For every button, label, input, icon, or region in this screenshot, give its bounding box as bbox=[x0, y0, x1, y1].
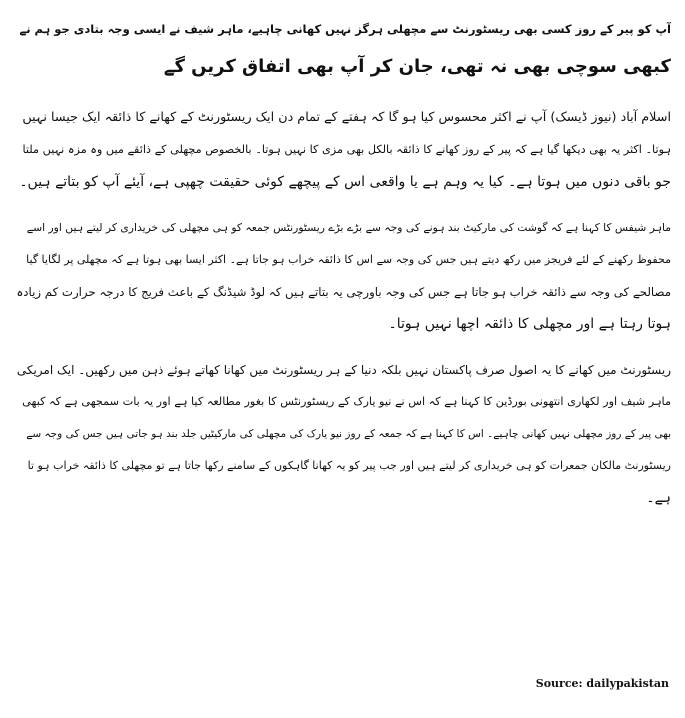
paragraph-line: محفوظ رکھنے کے لئے فریجز میں رکھ دیتے ہیں جس کی وجہ سے اس کا ذائقہ خراب ہو جاتا ہے۔ اکثر ایسا بھی ہوتا ہے کہ مچھلی پر لگایا گیا bbox=[26, 253, 671, 266]
source-credit: Source: dailypakistan bbox=[535, 677, 669, 690]
title-line: آپ کو پیر کے روز کسی بھی ریسٹورنٹ سے مچھلی ہرگز نہیں کھانی چاہیے، ماہر شیف نے ایسی وجہ بتادی جو ہم نے bbox=[19, 22, 671, 36]
article-paragraph-1 bbox=[14, 102, 671, 198]
article-paragraph-2 bbox=[14, 212, 671, 340]
paragraph-line: مصالحے کی وجہ سے ذائقہ خراب ہو جاتا ہے جس کی وجہ باورچی یہ بتاتے ہیں کہ لوڈ شیڈنگ کے باعث فریج کا درجہ حرارت کم زیادہ bbox=[16, 285, 671, 299]
paragraph-line: ماہر شیف اور لکھاری انتھونی بورڈین کا کہنا ہے کہ اس نے نیو یارک کے ریسٹورنٹس کا بغور مطالعہ کیا ہے اور یہ بات سمجھی ہے کہ کبھی bbox=[22, 395, 671, 408]
paragraph-line: ہے۔ bbox=[646, 490, 671, 506]
paragraph-line: ماہر شیفس کا کہنا ہے کہ گوشت کی مارکیٹ بند ہونے کی وجہ سے بڑے بڑے ریسٹورنٹس جمعہ کو ہی مچھلی کی خریداری کر لیتے ہیں اور اسے bbox=[26, 221, 671, 234]
article-title bbox=[14, 10, 671, 86]
title-line: کبھی سوچی بھی نہ تھی، جان کر آپ بھی اتفاق کریں گے bbox=[163, 56, 671, 77]
paragraph-line: بھی پیر کے روز مچھلی نہیں کھانی چاہیے۔ اس کا کہنا ہے کہ جمعہ کے روز نیو یارک کی مچھلی کی مارکیٹیں جلد بند ہو جاتی ہیں جس کی وجہ سے bbox=[26, 428, 671, 440]
paragraph-line: ہوتا۔ اکثر یہ بھی دیکھا گیا ہے کہ پیر کے روز کھانے کا ذائقہ بالکل بھی مزی کا نہیں ہوتا۔ بالخصوص مچھلی کے ذائقے میں وہ مزہ نہیں ملتا bbox=[22, 143, 671, 156]
paragraph-line: ریسٹورنٹ مالکان جمعرات کو ہی خریداری کر لیتے ہیں اور جب پیر کو یہ کھانا گاہکوں کے سامنے رکھا جاتا ہے تو مچھلی کا ذائقہ خراب ہو تا bbox=[27, 459, 671, 472]
article-paragraph-3 bbox=[14, 354, 671, 514]
paragraph-line: جو باقی دنوں میں ہوتا ہے۔ کیا یہ وہم ہے یا واقعی اس کے پیچھے کوئی حقیقت چھپی ہے، آیئے آپ کو بتاتے ہیں۔ bbox=[19, 174, 671, 190]
paragraph-line: ہوتا رہتا ہے اور مچھلی کا ذائقہ اچھا نہیں ہوتا۔ bbox=[388, 316, 671, 332]
paragraph-line: اسلام آباد (نیوز ڈیسک) آپ نے اکثر محسوس کیا ہو گا کہ ہفتے کے تمام دن ایک ریسٹورنٹ کے کھانے کا ذائقہ ایک جیسا نہیں bbox=[22, 110, 671, 125]
paragraph-line: ریسٹورنٹ میں کھانے کا یہ اصول صرف پاکستان نہیں بلکہ دنیا کے ہر ریسٹورنٹ میں کھانا کھاتے ہوئے ذہن میں رکھیں۔ ایک امریکی bbox=[16, 363, 671, 377]
